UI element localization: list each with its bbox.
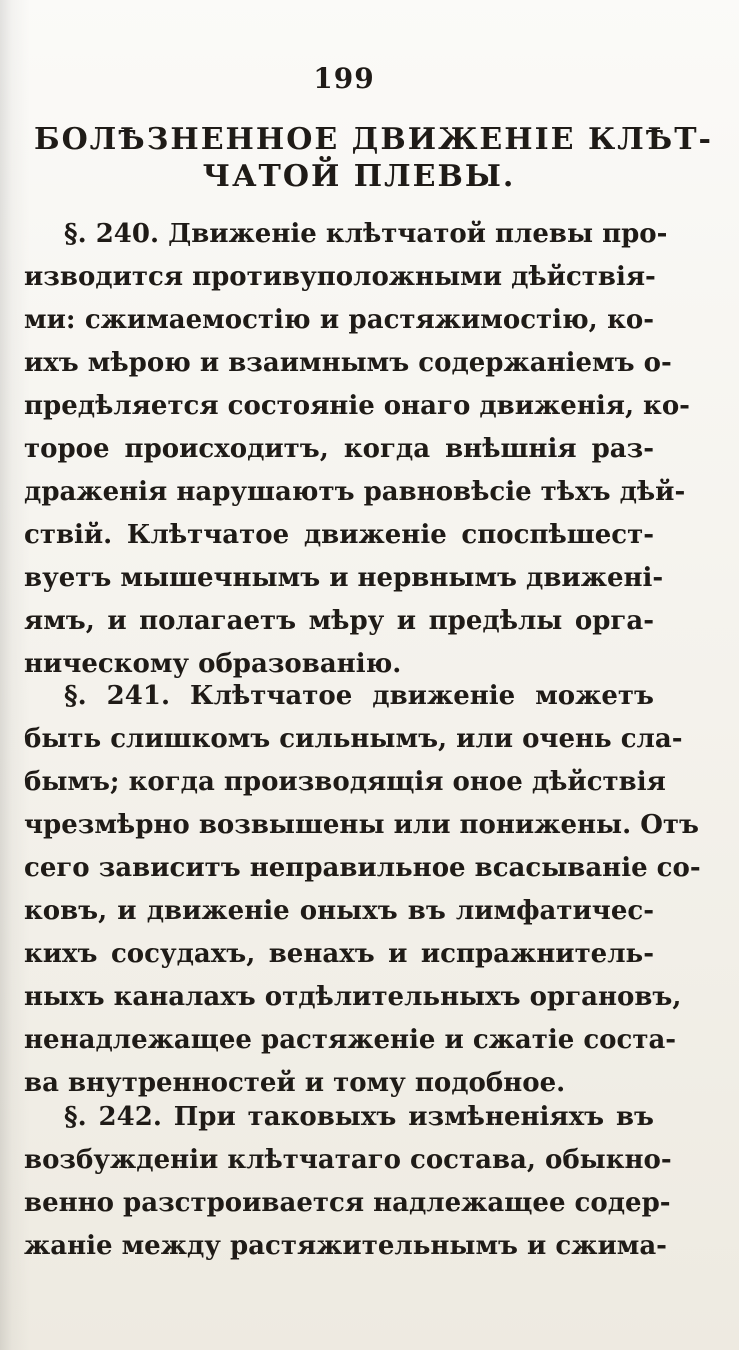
paragraph-line: ихъ мѣрою и взаимнымъ содержаніемъ о- <box>24 348 672 378</box>
paragraph-line: ныхъ каналахъ отдѣлительныхъ органовъ, <box>24 982 682 1012</box>
section-heading-line-1: БОЛѢЗНЕННОЕ ДВИЖЕНІЕ КЛѢТ- <box>34 122 713 157</box>
section-heading-line-2: ЧАТОЙ ПЛЕВЫ. <box>202 159 516 194</box>
paragraph-line: драженія нарушаютъ равновѣсіе тѣхъ дѣй- <box>24 477 686 507</box>
paragraph-line: венно разстроивается надлежащее содер- <box>24 1188 671 1218</box>
paragraph-line: ковъ, и движеніе оныхъ въ лимфатичес- <box>24 896 654 926</box>
paragraph-line: изводится противуположными дѣйствія- <box>24 262 656 292</box>
paragraph-line: ми: сжимаемостію и растяжимостію, ко- <box>24 305 654 335</box>
paragraph-line: чрезмѣрно возвышены или понижены. Отъ <box>24 810 699 840</box>
paragraph-line: ямъ, и полагаетъ мѣру и предѣлы орга- <box>24 606 654 636</box>
paragraph-line: §. 241. Клѣтчатое движеніе можетъ <box>64 681 654 711</box>
paragraph-line: сего зависитъ неправильное всасываніе со- <box>24 853 701 883</box>
paragraph-line: возбужденіи клѣтчатаго состава, обыкно- <box>24 1145 672 1175</box>
paragraph-line: кихъ сосудахъ, венахъ и испражнитель- <box>24 939 654 969</box>
paragraph-line: ствій. Клѣтчатое движеніе споспѣшест- <box>24 520 654 550</box>
page-number: 199 <box>313 62 375 95</box>
paragraph-line: ва внутренностей и тому подобное. <box>24 1068 566 1098</box>
paragraph-241 <box>24 675 701 1105</box>
paragraph-line: ническому образованію. <box>24 649 402 679</box>
paragraph-line: ненадлежащее растяженіе и сжатіе соста- <box>24 1025 677 1055</box>
paragraph-line: торое происходитъ, когда внѣшнія раз- <box>24 434 654 464</box>
paragraph-line: предѣляется состояніе онаго движенія, ко- <box>24 391 690 421</box>
paragraph-line: быть слишкомъ сильнымъ, или очень сла- <box>24 724 683 754</box>
paragraph-line: §. 240. Движеніе клѣтчатой плевы про- <box>64 219 668 249</box>
paragraph-line: вуетъ мышечнымъ и нервнымъ движені- <box>24 563 664 593</box>
paragraph-line: бымъ; когда производящія оное дѣйствія <box>24 767 666 797</box>
paragraph-line: жаніе между растяжительнымъ и сжима- <box>24 1231 667 1261</box>
paragraph-line: §. 242. При таковыхъ измѣненіяхъ въ <box>64 1102 654 1132</box>
paragraph-240 <box>24 213 690 686</box>
paragraph-242 <box>24 1096 672 1268</box>
